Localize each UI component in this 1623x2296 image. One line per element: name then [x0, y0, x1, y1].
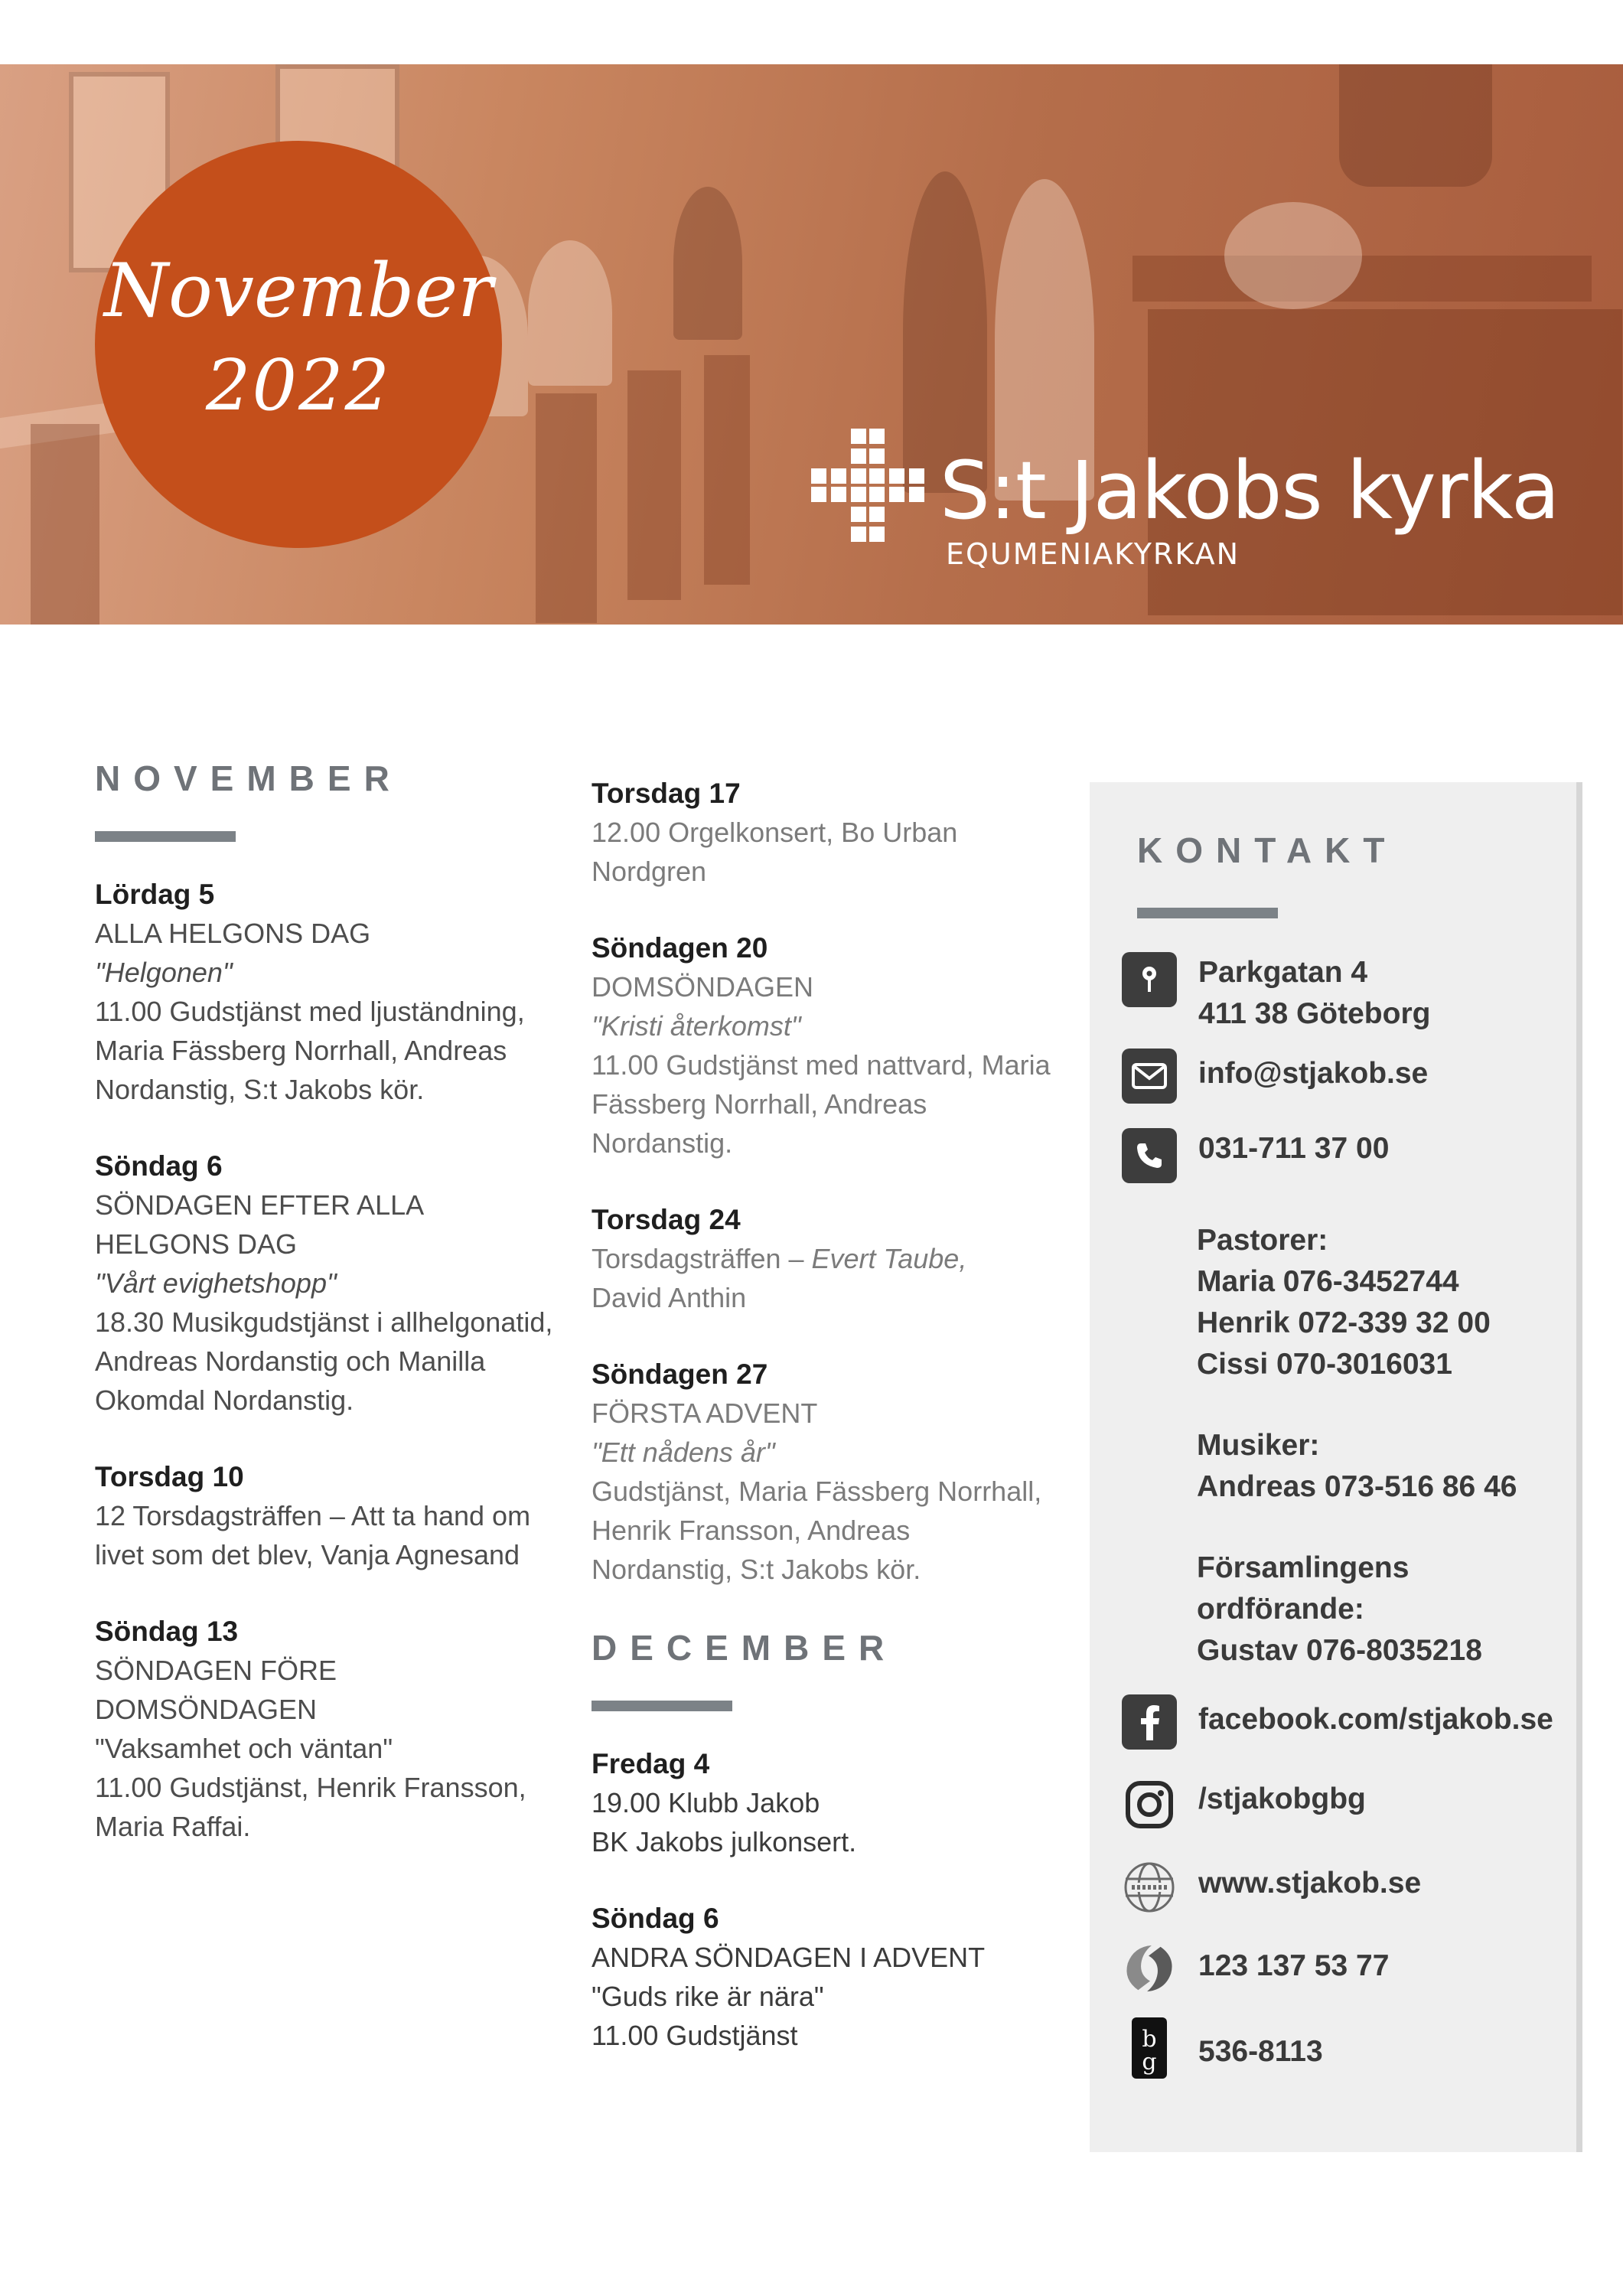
event-line: "Vårt evighetshopp": [95, 1267, 337, 1299]
pew-shape: [1133, 256, 1592, 302]
event-line: [592, 1239, 1051, 1278]
pew-shape: [31, 424, 99, 625]
contact-swish: [1122, 1941, 1389, 1996]
event-item: [95, 1147, 554, 1420]
event-item: [592, 1201, 1051, 1317]
event-item: [592, 929, 1051, 1163]
event-list: [592, 1745, 1051, 2055]
event-line: SÖNDAGEN FÖRE DOMSÖNDAGEN: [95, 1655, 337, 1725]
globe-icon: [1122, 1860, 1177, 1915]
november-column-1: [95, 758, 554, 1884]
swish-icon: [1122, 1941, 1177, 1996]
website-link[interactable]: www.stjakob.se: [1198, 1867, 1422, 1900]
event-line: 19.00 Klubb Jakob: [592, 1787, 820, 1818]
event-line: 11.00 Gudstjänst med ljuständning, Maria Fässberg Norrhall, Andreas Nordanstig, S:t Jakobs kör.: [95, 996, 525, 1105]
contact-bankgiro: [1122, 2020, 1323, 2076]
event-line: "Vaksamhet och väntan": [95, 1733, 393, 1764]
bankgiro-number: 536-8113: [1198, 2035, 1323, 2068]
event-item: [95, 876, 554, 1109]
contact-instagram[interactable]: [1122, 1777, 1366, 1832]
contact-phone[interactable]: [1122, 1128, 1389, 1183]
event-day: Torsdag 24: [592, 1204, 741, 1235]
event-line: 18.30 Musikgudstjänst i allhelgonatid, Andreas Nordanstig och Manilla Okomdal Nordanstig.: [95, 1306, 553, 1416]
figure-shape: [528, 240, 612, 386]
contact-email[interactable]: [1122, 1049, 1428, 1104]
pastors-block: Pastorer: Maria 076-3452744 Henrik 072-339 32 00 Cissi 070-3016031: [1197, 1224, 1491, 1381]
bankgiro-icon: [1122, 2020, 1177, 2076]
event-item: [592, 775, 1051, 891]
address-text: Parkgatan 4 411 38 Göteborg: [1198, 956, 1431, 1030]
pew-shape: [536, 393, 597, 623]
contact-panel: [1090, 782, 1582, 2152]
november-heading: NOVEMBER: [95, 758, 402, 798]
december-heading: DECEMBER: [592, 1628, 898, 1668]
event-line: 12 Torsdagsträffen – Att ta hand om livet som det blev, Vanja Agnesand: [95, 1500, 531, 1570]
event-day: Fredag 4: [592, 1748, 710, 1779]
chair-block: Församlingens ordförande: Gustav 076-8035218: [1197, 1551, 1482, 1667]
heading-rule: [95, 831, 236, 842]
contact-website[interactable]: [1122, 1860, 1421, 1915]
event-day: Söndagen 27: [592, 1358, 768, 1390]
event-line-text: Torsdagsträffen –: [592, 1243, 812, 1274]
instagram-link[interactable]: /stjakobgbg: [1198, 1782, 1366, 1815]
email-link[interactable]: info@stjakob.se: [1198, 1057, 1429, 1090]
event-line: "Kristi återkomst": [592, 1010, 801, 1042]
event-day: Torsdag 17: [592, 778, 741, 809]
event-line-tail: Evert Taube,: [811, 1243, 967, 1274]
event-day: Torsdag 10: [95, 1461, 244, 1492]
heading-rule: [1137, 908, 1278, 918]
event-line: ANDRA SÖNDAGEN I ADVENT: [592, 1942, 986, 1973]
event-line: FÖRSTA ADVENT: [592, 1397, 818, 1429]
contact-heading: KONTAKT: [1137, 830, 1398, 870]
event-line: DOMSÖNDAGEN: [592, 971, 814, 1003]
event-line: "Ett nådens år": [592, 1437, 775, 1468]
phone-icon: [1122, 1128, 1177, 1183]
church-logo: [811, 429, 924, 542]
facebook-icon: [1122, 1694, 1177, 1750]
figure-shape: [673, 187, 742, 340]
basket-shape: [1224, 202, 1362, 309]
event-day: Söndag 6: [592, 1903, 719, 1934]
event-line: ALLA HELGONS DAG: [95, 918, 371, 949]
event-item: [592, 1900, 1051, 2055]
event-list: [95, 876, 554, 1846]
event-line: "Helgonen": [95, 957, 233, 988]
facebook-link[interactable]: facebook.com/stjakob.se: [1198, 1703, 1553, 1736]
event-day: Söndag 13: [95, 1616, 239, 1647]
event-line: 12.00 Orgelkonsert, Bo Urban Nordgren: [592, 817, 958, 887]
event-line: 11.00 Gudstjänst med nattvard, Maria Fässberg Norrhall, Andreas Nordanstig.: [592, 1049, 1051, 1159]
envelope-icon: [1122, 1049, 1177, 1104]
contact-facebook[interactable]: [1122, 1694, 1553, 1750]
event-list: [592, 775, 1051, 1589]
swish-number: 123 137 53 77: [1198, 1949, 1390, 1982]
instagram-icon: [1122, 1777, 1177, 1832]
location-icon: [1122, 952, 1177, 1007]
event-item: [592, 1745, 1051, 1861]
event-line: 11.00 Gudstjänst: [592, 2020, 798, 2051]
event-item: [95, 1458, 554, 1574]
church-name: S:t Jakobs kyrka: [940, 444, 1559, 537]
event-line: BK Jakobs julkonsert.: [592, 1826, 857, 1857]
event-day: Söndag 6: [95, 1150, 223, 1182]
event-line: David Anthin: [592, 1282, 747, 1313]
november-column-2: [592, 775, 1051, 2093]
event-day: Söndagen 20: [592, 932, 768, 964]
pew-shape: [627, 370, 681, 600]
event-item: [95, 1613, 554, 1846]
event-line: Gudstjänst, Maria Fässberg Norrhall, Henrik Fransson, Andreas Nordanstig, S:t Jakobs kör.: [592, 1476, 1042, 1585]
month-badge: [95, 141, 502, 548]
event-day: Lördag 5: [95, 879, 215, 910]
month-name: November: [103, 247, 494, 334]
phone-text[interactable]: 031-711 37 00: [1198, 1132, 1390, 1165]
month-year: 2022: [205, 344, 392, 426]
svg-text:b: b: [1142, 2026, 1157, 2053]
contact-address: [1122, 952, 1430, 1035]
heading-rule: [592, 1701, 732, 1711]
pew-shape: [704, 355, 750, 585]
church-subtitle: EQUMENIAKYRKAN: [946, 537, 1240, 571]
event-line: 11.00 Gudstjänst, Henrik Fransson, Maria Raffai.: [95, 1772, 526, 1842]
cross-icon: [811, 429, 924, 542]
event-line: "Guds rike är nära": [592, 1981, 824, 2012]
figure-shape: [1339, 64, 1492, 187]
event-line: SÖNDAGEN EFTER ALLA HELGONS DAG: [95, 1189, 423, 1260]
event-item: [592, 1355, 1051, 1589]
musicians-block: Musiker: Andreas 073-516 86 46: [1197, 1429, 1517, 1503]
svg-text:g: g: [1142, 2049, 1157, 2076]
